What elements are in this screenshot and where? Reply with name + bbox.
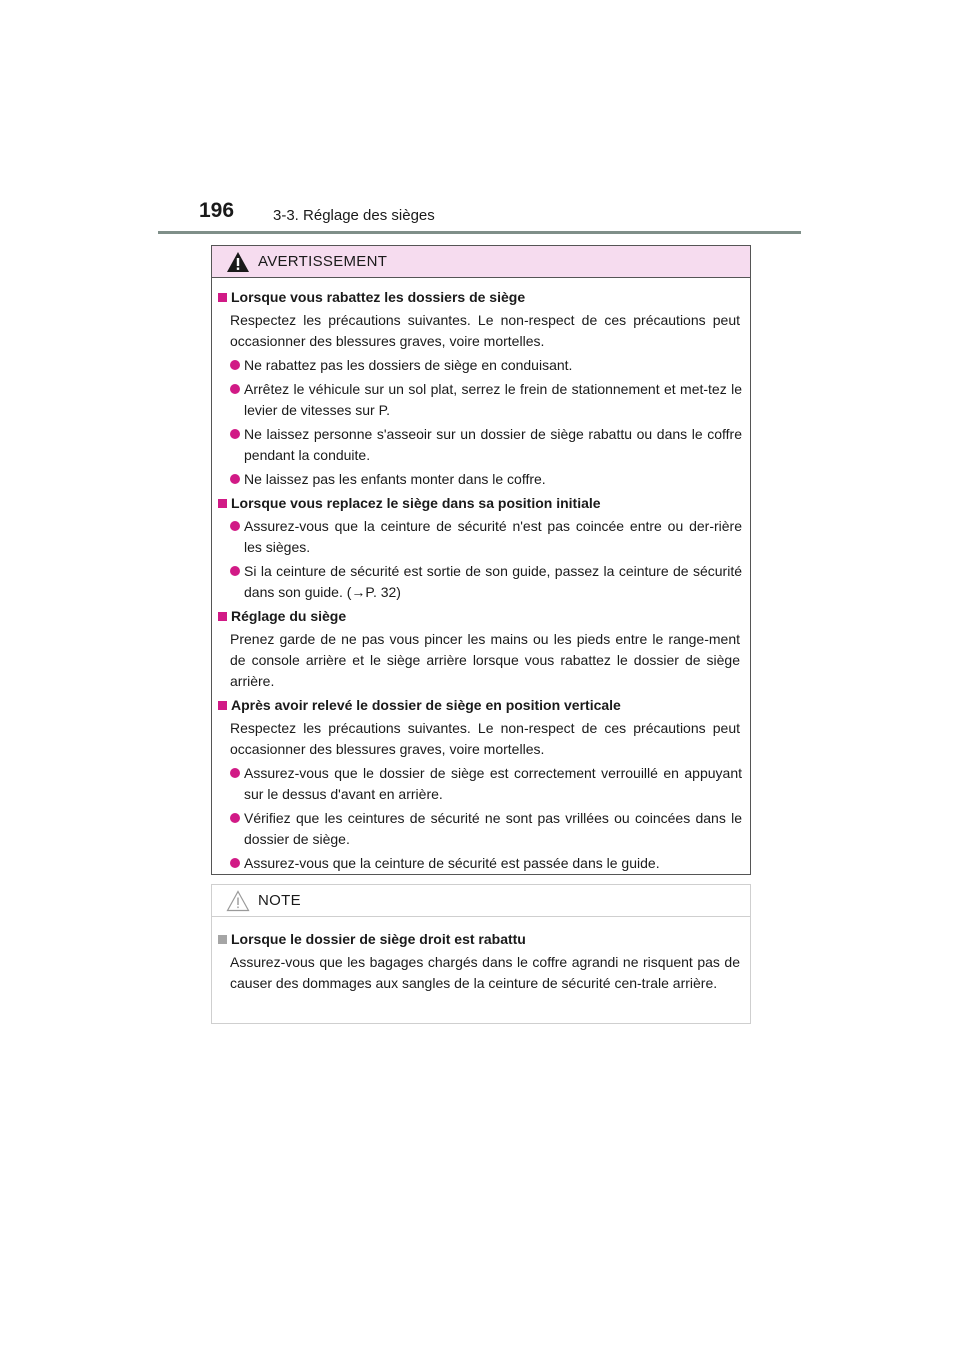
header-rule [158, 231, 801, 234]
note-header [212, 885, 750, 917]
square-bullet-icon [218, 935, 227, 944]
bullet-text: Ne rabattez pas les dossiers de siège en conduisant. [244, 357, 573, 373]
note-title: NOTE [258, 892, 301, 909]
note-paragraph: Assurez-vous que les bagages chargés dans le coffre agrandi ne risquent pas de causer des dommages aux sangles de la ceinture de sécurité cen-trale arrière. [230, 954, 740, 991]
heading-text: Lorsque le dossier de siège droit est rabattu [231, 931, 526, 947]
warning-bullet [218, 808, 744, 850]
round-bullet-icon [230, 768, 240, 778]
warning-bullet [218, 763, 744, 805]
warning-bullet [218, 424, 744, 466]
heading-text: Lorsque vous replacez le siège dans sa position initiale [231, 495, 601, 511]
square-bullet-icon [218, 293, 227, 302]
bullet-text: Assurez-vous que le dossier de siège est correctement verrouillé en appuyant sur le dessus d'avant en arrière. [244, 765, 742, 802]
warning-title: AVERTISSEMENT [258, 253, 388, 270]
bullet-text: Assurez-vous que la ceinture de sécurité est passée dans le guide. [244, 855, 660, 871]
warning-section-heading [218, 606, 744, 627]
warning-bullet [218, 469, 744, 490]
warning-paragraph: Prenez garde de ne pas vous pincer les mains ou les pieds entre le range-ment de console arrière et le siège arrière lorsque vous rabattez le dossier de siège arrière. [230, 631, 740, 689]
bullet-text: Vérifiez que les ceintures de sécurité ne sont pas vrillées ou coincées dans le dossier de siège. [244, 810, 742, 847]
warning-paragraph: Respectez les précautions suivantes. Le non-respect de ces précautions peut occasionner des blessures graves, voire mortelles. [230, 312, 740, 349]
warning-header [212, 246, 750, 278]
square-bullet-icon [218, 701, 227, 710]
round-bullet-icon [230, 474, 240, 484]
round-bullet-icon [230, 813, 240, 823]
round-bullet-icon [230, 858, 240, 868]
warning-bullet [218, 379, 744, 421]
note-body [212, 917, 750, 994]
heading-text: Lorsque vous rabattez les dossiers de siège [231, 289, 526, 305]
note-section-heading [218, 929, 744, 950]
warning-bullet [218, 853, 744, 874]
round-bullet-icon [230, 521, 240, 531]
warning-section-heading [218, 287, 744, 308]
warning-box [211, 245, 751, 875]
heading-text: Après avoir relevé le dossier de siège en position verticale [231, 697, 621, 713]
page-number: 196 [199, 199, 235, 222]
round-bullet-icon [230, 429, 240, 439]
bullet-text: Arrêtez le véhicule sur un sol plat, serrez le frein de stationnement et met-tez le levier de vitesses sur P. [244, 381, 742, 418]
page-header [0, 0, 960, 240]
bullet-text: Ne laissez pas les enfants monter dans le coffre. [244, 471, 546, 487]
warning-section-heading [218, 695, 744, 716]
warning-triangle-icon [226, 251, 250, 273]
round-bullet-icon [230, 384, 240, 394]
caution-outline-triangle-icon [226, 890, 250, 912]
bullet-text: Ne laissez personne s'asseoir sur un dossier de siège rabattu ou dans le coffre pendant la conduite. [244, 426, 742, 463]
round-bullet-icon [230, 360, 240, 370]
square-bullet-icon [218, 612, 227, 621]
warning-bullet [218, 355, 744, 376]
bullet-text: Assurez-vous que la ceinture de sécurité n'est pas coincée entre ou der-rière les sièges. [244, 518, 742, 555]
square-bullet-icon [218, 499, 227, 508]
section-title: 3-3. Réglage des sièges [273, 207, 435, 224]
note-box [211, 884, 751, 1024]
heading-text: Réglage du siège [231, 608, 347, 624]
warning-body [212, 278, 750, 874]
warning-bullet [218, 561, 744, 603]
warning-section-heading [218, 493, 744, 514]
warning-bullet [218, 516, 744, 558]
warning-paragraph: Respectez les précautions suivantes. Le non-respect de ces précautions peut occasionner des blessures graves, voire mortelles. [230, 720, 740, 757]
round-bullet-icon [230, 566, 240, 576]
bullet-text: Si la ceinture de sécurité est sortie de son guide, passez la ceinture de sécurité dans son guide. (→P. 32) [244, 563, 742, 600]
